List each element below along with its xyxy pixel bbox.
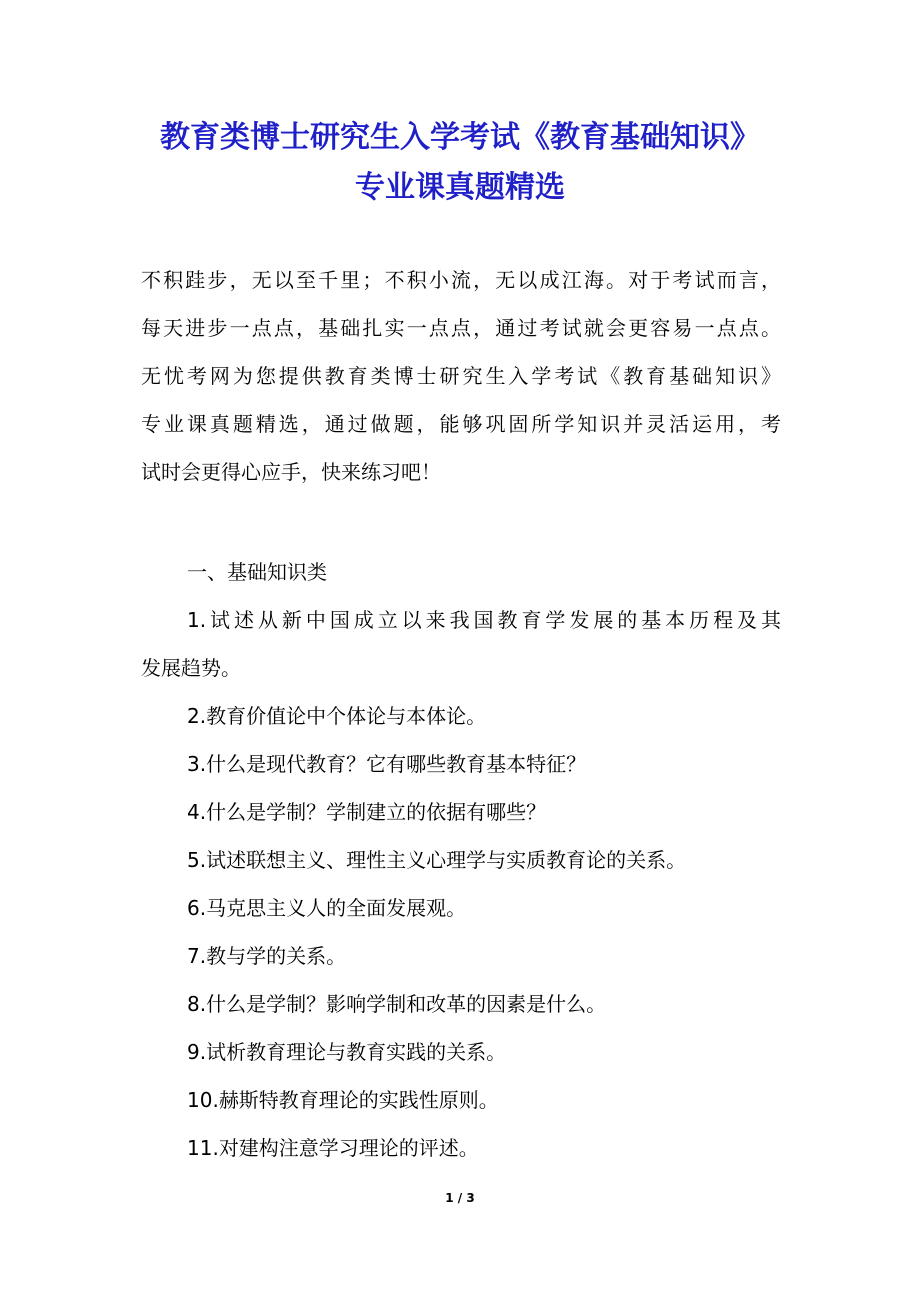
question-item	[141, 1028, 781, 1076]
question-item	[141, 596, 781, 692]
question-number: 11.	[187, 1136, 219, 1160]
question-text: 试述从新中国成立以来我国教育学发展的基本历程及其	[206, 608, 781, 632]
question-number: 2.	[187, 704, 207, 728]
intro-line: 不积跬步，无以至千里；不积小流，无以成江海。对于考试而言，	[141, 268, 781, 292]
intro-paragraph	[141, 256, 781, 496]
question-number: 8.	[187, 992, 207, 1016]
question-item	[141, 692, 781, 740]
question-item	[141, 980, 781, 1028]
question-number: 5.	[187, 848, 207, 872]
question-text: 什么是学制？影响学制和改革的因素是什么。	[206, 992, 607, 1016]
question-text: 对建构注意学习理论的评述。	[218, 1136, 479, 1160]
question-number: 7.	[187, 944, 207, 968]
question-text: 试析教育理论与教育实践的关系。	[206, 1040, 507, 1064]
question-number: 4.	[187, 800, 207, 824]
document-title-line-2: 专业课真题精选	[355, 170, 565, 205]
question-text: 什么是学制？学制建立的依据有哪些？	[206, 800, 547, 824]
document-title-line-1: 教育类博士研究生入学考试《教育基础知识》	[160, 120, 760, 155]
question-number: 1.	[187, 608, 207, 632]
question-item	[141, 788, 781, 836]
question-text: 什么是现代教育？它有哪些教育基本特征？	[206, 752, 587, 776]
question-item	[141, 932, 781, 980]
intro-line: 无忧考网为您提供教育类博士研究生入学考试《教育基础知识》	[141, 364, 781, 388]
question-item	[141, 884, 781, 932]
intro-line: 专业课真题精选，通过做题，能够巩固所学知识并灵活运用，考	[141, 412, 781, 436]
question-list	[141, 596, 781, 1172]
intro-line: 试时会更得心应手，快来练习吧！	[141, 460, 441, 484]
question-item	[141, 836, 781, 884]
question-number: 6.	[187, 896, 207, 920]
question-item	[141, 740, 781, 788]
section-heading: 一、基础知识类	[187, 560, 327, 584]
question-number: 3.	[187, 752, 207, 776]
page-number: 1 / 3	[445, 1191, 475, 1205]
question-text-continued: 发展趋势。	[141, 656, 241, 680]
question-text: 马克思主义人的全面发展观。	[206, 896, 467, 920]
question-item	[141, 1076, 781, 1124]
question-text: 教与学的关系。	[206, 944, 347, 968]
intro-line: 每天进步一点点，基础扎实一点点，通过考试就会更容易一点点。	[141, 316, 781, 340]
question-number: 9.	[187, 1040, 207, 1064]
question-text: 教育价值论中个体论与本体论。	[206, 704, 487, 728]
question-item	[141, 1124, 781, 1172]
question-text: 赫斯特教育理论的实践性原则。	[218, 1088, 499, 1112]
question-number: 10.	[187, 1088, 219, 1112]
question-text: 试述联想主义、理性主义心理学与实质教育论的关系。	[206, 848, 687, 872]
